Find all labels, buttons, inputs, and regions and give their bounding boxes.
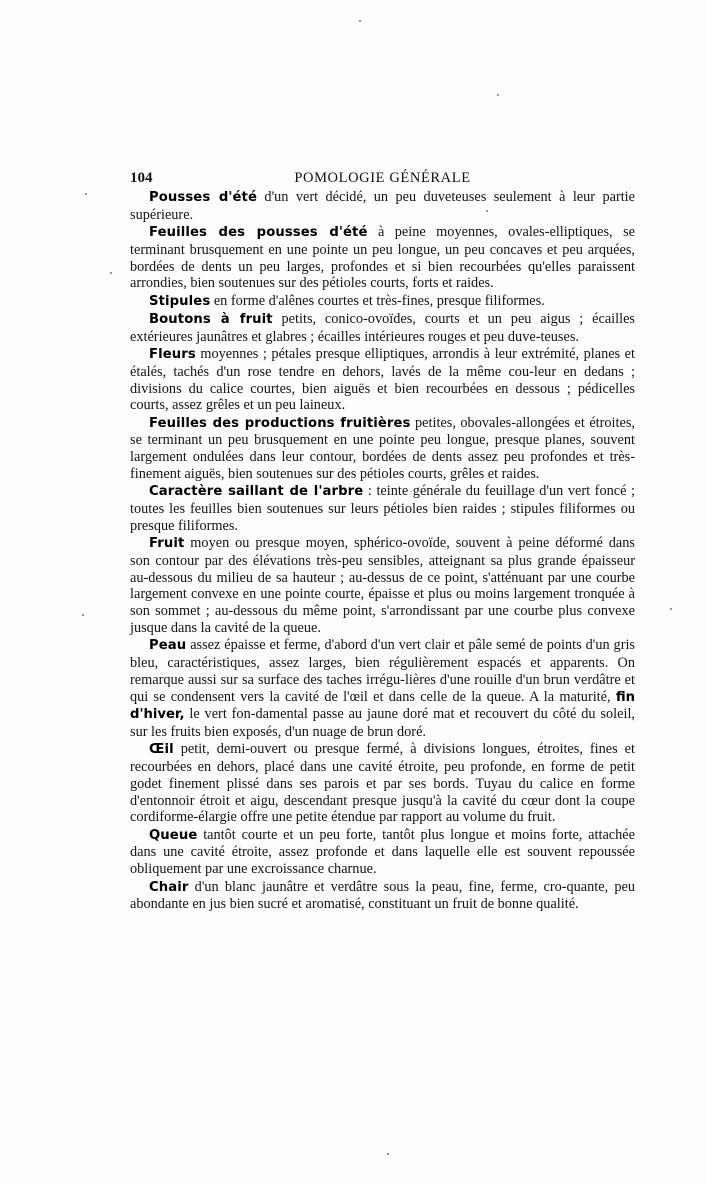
paragraph-caractere [130, 483, 635, 534]
paragraph-fleurs [130, 346, 635, 414]
scan-speck [110, 272, 112, 274]
page-header [130, 170, 635, 188]
scan-speck [82, 614, 84, 616]
paragraph-text: moyen ou presque moyen, sphérico-ovoïde, souvent à peine déformé dans son contour par des élévations très-peu sensibles, atteignant sa plus grande épaisseur au-dessous du milieu de sa hauteur ; au-dessus de ce point, s'atténuant par une courbe largement convexe en une pointe courte, épaisse et plus ou moins largement tronquée à son sommet ; au-dessous du même point, s'arrondissant par une courbe plus convexe jusque dans la cavité de la queue. [130, 535, 635, 636]
paragraph-text: le vert fon-damental passe au jaune doré mat et recouvert du côté du soleil, sur les fruits bien exposés, d'un nuage de brun doré. [130, 706, 635, 740]
paragraph-text: petits, conico-ovoïdes, courts et un peu aigus ; écailles extérieures jaunâtres et glabres ; écailles intérieures rouges et peu duve-teuses. [130, 311, 635, 345]
paragraph-queue [130, 827, 635, 878]
running-title: POMOLOGIE GÉNÉRALE [294, 170, 471, 186]
term-label: Fleurs [149, 347, 196, 363]
term-label: Pousses d'été [149, 190, 258, 205]
paragraph-feuilles-pousses [130, 224, 635, 292]
paragraph-oeil [130, 741, 635, 826]
paragraph-chair [130, 879, 635, 914]
term-label: Peau [149, 638, 187, 654]
term-label: Feuilles des productions fruitières [149, 415, 411, 431]
scan-speck [387, 1153, 389, 1155]
paragraph-peau [130, 637, 635, 741]
term-label: Stipules [149, 293, 211, 309]
paragraph-text: petites, obovales-allongées et étroites, se terminant un peu brusquement en une pointe peu longue, presque planes, souvent largement ondulées dans leur contour, bordées de dents assez peu profondes et très-finement aiguës, bien soutenues sur des pétioles courts, grêles et raides. [130, 414, 635, 482]
page-number: 104 [130, 170, 153, 186]
term-label: Boutons à fruit [149, 312, 273, 328]
paragraph-text: petit, demi-ouvert ou presque fermé, à divisions longues, étroites, fines et recourbées en dehors, placé dans une cavité étroite, peu profonde, en forme de petit godet finement plissé dans ses parois et par ses bords. Tuyau du calice en forme d'entonnoir étroit et aigu, descendant presque jusqu'à la cavité du cœur dont la coupe cordiforme-élargie offre une petite étendue par rapport au volume du fruit. [130, 741, 635, 826]
inline-term-maturity: fin d'hiver, [130, 689, 635, 723]
paragraph-text: assez épaisse et ferme, d'abord d'un vert clair et pâle semé de points d'un gris bleu, caractéristiques, assez larges, bien régulièrement espacés et apparents. On remarque aussi sur sa surface des taches irrégu-lières d'une rouille d'un brun verdâtre et qui se condensent vers la cavité de l'œil et dans celle de la queue. A la maturité, [130, 637, 635, 705]
paragraph-pousses [130, 189, 635, 224]
paragraph-text: d'un blanc jaunâtre et verdâtre sous la peau, fine, ferme, cro-quante, peu abondante en jus bien sucré et aromatisé, constituant un fruit de bonne qualité. [130, 878, 635, 913]
paragraph-text: en forme d'alênes courtes et très-fines, presque filiformes. [210, 292, 545, 309]
paragraph-fruit [130, 535, 635, 637]
paragraph-text: à peine moyennes, ovales-elliptiques, se terminant brusquement en une pointe un peu longue, un peu concaves et peu arquées, bordées de dents un peu larges, profondes et si bien recourbées qu'elles paraissent arrondies, bien soutenues sur des pétioles courts, forts et raides. [130, 224, 635, 292]
body-text [130, 189, 635, 914]
scan-speck [85, 193, 87, 195]
scan-speck [497, 94, 499, 96]
term-label: Chair [149, 879, 189, 895]
paragraph-boutons [130, 311, 635, 346]
term-label: Caractère saillant de l'arbre [149, 484, 364, 500]
term-label: Queue [149, 827, 198, 843]
paragraph-text: : teinte générale du feuillage d'un vert foncé ; toutes les feuilles bien soutenues sur leurs pétioles bien raides ; stipules filiformes ou presque filiformes. [130, 483, 635, 534]
paragraph-text: moyennes ; pétales presque elliptiques, arrondis à leur extrémité, planes et étalés, tachés d'un rose tendre en dehors, lavés de la même cou-leur en dedans ; divisions du calice courtes, bien aiguës et bien recourbées en dessous ; pédicelles courts, assez grêles et un peu laineux. [130, 346, 635, 414]
scan-speck [670, 608, 672, 610]
paragraph-text: tantôt courte et un peu forte, tantôt plus longue et moins forte, attachée dans une cavité étroite, assez profonde et dans laquelle elle est souvent repoussée obliquement par une excroissance charnue. [130, 826, 635, 878]
paragraph-text: d'un vert décidé, un peu duveteuses seulement à leur partie supérieure. [130, 189, 636, 223]
term-label: Feuilles des pousses d'été [149, 225, 368, 241]
scan-speck [359, 20, 361, 22]
term-label: Œil [149, 742, 174, 758]
paragraph-feuilles-productions [130, 415, 635, 483]
term-label: Fruit [149, 536, 185, 552]
paragraph-stipules [130, 293, 635, 311]
